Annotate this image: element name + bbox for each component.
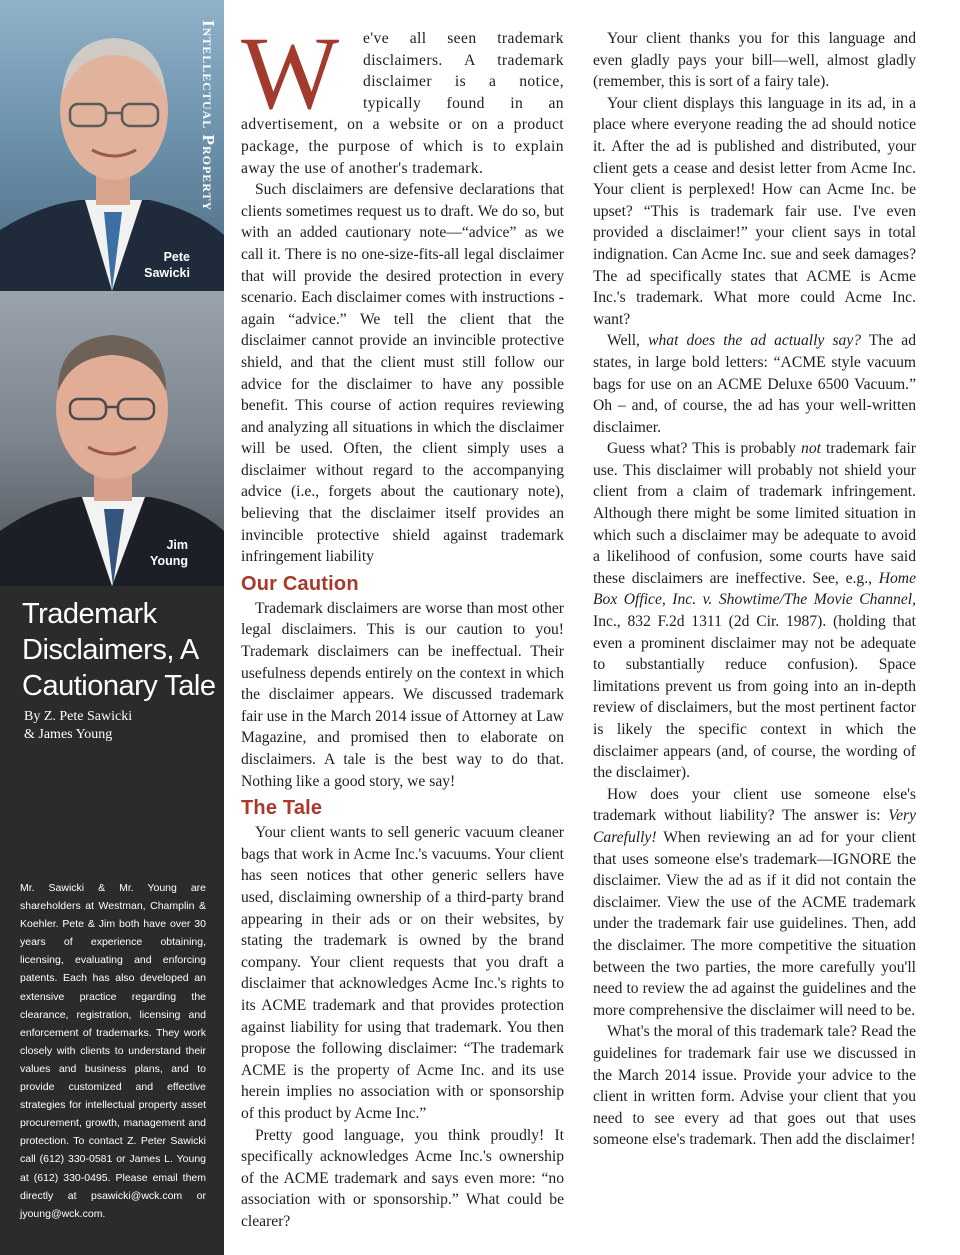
- article-paragraph: Trademark disclaimers are worse than most other legal disclaimers. This is our caution to you! Trademark disclaimers can be ineffectual. Their usefulness depends entirely on the context in which the disclaimer appears. We discussed trademark fair use in the March 2014 issue of Attorney at Law Magazine, and promised then to elaborate on disclaimers. A tale is the best way to do that. Nothing like a good story, we say!: [241, 599, 564, 790]
- text-run: Guess what? This is probably: [607, 440, 802, 458]
- photo-caption-jim: [150, 537, 188, 569]
- article-paragraph: [593, 784, 916, 1022]
- article-paragraph: What's the moral of this trademark tale? Read the guidelines for trademark fair use we discussed in the March 2014 issue. Provide your advice to the client in written form. Advise your client that you need to see every ad that goes out that uses someone else's trademark. Then add the disclaimer!: [593, 1023, 916, 1149]
- article-column-2: [593, 28, 916, 1151]
- article-paragraph: Your client displays this language in its ad, in a place where everyone reading the ad should notice it. After the ad is published and distributed, your client gets a cease and desist letter from Acme Inc. Your client is perplexed! How can Acme Inc. be upset? “This is trademark fair use. I've even provided a disclaimer!” your client says in total indignation. Can Acme Inc. sue and seek damages? The ad specifically states that ACME is Acme Inc.'s trademark. What more could Acme Inc. want?: [593, 94, 916, 328]
- author-photo-pete: [0, 0, 224, 291]
- photo-caption-pete: [144, 249, 190, 281]
- subhead-the-tale: The Tale: [241, 797, 323, 820]
- article-paragraph: [593, 438, 916, 784]
- text-run: When reviewing an ad for your client that uses someone else's trademark—IGNORE the disclaimer. View the ad as if it did not contain the disclaimer. View the use of the ACME trademark under the trademark fair use guidelines. Then, add the disclaimer. The more competitive the situation between the two parties, the more carefully you'll need to review the ad against the guidelines and the more comprehensive the disclaimer will need to be.: [593, 828, 916, 1019]
- subhead-our-caution: Our Caution: [241, 572, 359, 595]
- caption-last-name: Young: [150, 554, 188, 568]
- article-column-1: [241, 16, 564, 1232]
- byline-line: By Z. Pete Sawicki: [24, 709, 133, 724]
- article-paragraph: Pretty good language, you think proudly! It specifically acknowledges Acme Inc.'s ownership of the ACME trademark and says even more: “no association with or sponsorship.” What could be clearer?: [241, 1126, 564, 1230]
- text-run: The ad states, in large bold letters: “ACME style vacuum bags for use on an ACME Deluxe 6500 Vacuum.” Oh – and, of course, the ad has your well-written disclaimer.: [593, 332, 916, 436]
- text-run: trademark fair use. This disclaimer will probably not shield your client from a claim of trademark infringement. Although there might be some limited situation in which such a disclaimer may be adequate to avoid a likelihood of confusion, some courts have said these disclaimers are ineffective. See, e.g.,: [593, 440, 916, 587]
- caption-first-name: Pete: [163, 250, 190, 264]
- article-title: Trademark Disclaimers, A Cautionary Tale: [22, 598, 216, 702]
- article-paragraph: Your client wants to sell generic vacuum cleaner bags that work in Acme Inc.'s vacuums. Your client has seen notices that other generic sellers have used, disclaiming ownership of a third-party brand appearing in their ads or on their websites, by stating the trademark is owned by the brand company. Your client requests that you draft a disclaimer that acknowledges Acme Inc.'s rights to its ACME trademark and that provides protection against liability for using that trademark. You then propose the following disclaimer: “The trademark ACME is the property of Acme Inc. and its use herein implies no association with or sponsorship of this product by Acme Inc.”: [241, 824, 564, 1122]
- author-bio: Mr. Sawicki & Mr. Young are shareholders at Westman, Champlin & Koehler. Pete & Jim both have over 30 years of experience obtaining, licensing, evaluating and enforcing patents. Each has also developed an extensive practice regarding the clearance, registration, licensing and enforcement of trademarks. They work closely with clients to understand their values and business plans, and to provide customized and effective strategies for intellectual property asset procurement, growth, management and protection. To contact Z. Peter Sawicki call (612) 330-0581 or James L. Young at (612) 330-0495. Please email them directly at psawicki@wck.com or jyoung@wck.com.: [20, 882, 206, 1220]
- paragraph-text: e've all seen trademark disclaimers. A trademark disclaimer is a notice, typically found in an advertisement, on a website or on a product package, the purpose of which is to explain away the use of another's trademark.: [241, 30, 564, 177]
- author-photo-jim: [0, 291, 224, 586]
- drop-cap: W: [241, 16, 340, 131]
- caption-last-name: Sawicki: [144, 266, 190, 280]
- emphasis-text: Very Carefully!: [593, 807, 916, 846]
- caption-first-name: Jim: [166, 538, 188, 552]
- portrait-illustration: [0, 0, 224, 291]
- author-sidebar: [0, 0, 224, 1255]
- article-paragraph: [241, 16, 564, 179]
- article-byline: [24, 708, 214, 744]
- text-run: , Inc., 832 F.2d 1311 (2d Cir. 1987). (holding that even a prominent disclaimer may not be adequate to substantially reduce confusion). Space limitations prevent us from going into an in-depth review of disclaimers, but the most pertinent factor is likely the specific context in which the disclaimer appears (and, of course, the wording of the disclaimer).: [593, 591, 916, 782]
- emphasis-text: what does the ad actually say?: [648, 332, 862, 350]
- case-citation: Home Box Office, Inc. v. Showtime/The Movie Channel: [593, 569, 916, 609]
- byline-line: & James Young: [24, 727, 113, 742]
- article-paragraph: Your client thanks you for this language and even gladly pays your bill—well, almost gladly (remember, this is sort of a fairy tale).: [593, 30, 916, 91]
- text-run: Well,: [607, 332, 649, 350]
- article-paragraph: Such disclaimers are defensive declarations that clients sometimes request us to draft. We do so, but with an added cautionary note—“advice” as we call it. There is no one-size-fits-all legal disclaimer that will provide the desired protection in every scenario. Each disclaimer comes with instructions - again “advice.” We tell the client that the disclaimer cannot provide an invincible protective shield, and that the client must still follow our advice for the disclaimer to have any possible benefit. This course of action requires reviewing and analyzing all situations in which the disclaimer will be used. Often, the client simply uses a disclaimer without regard to the accompanying advice (i.e., forgets about the cautionary note), believing that the disclaimer itself provides an invincible protective shield against trademark infringement liability: [241, 181, 564, 566]
- text-run: How does your client use someone else's trademark without liability? The answer is:: [593, 785, 916, 825]
- section-label: Intellectual Property: [199, 20, 218, 212]
- emphasis-text: not: [801, 440, 821, 458]
- article-paragraph: [593, 330, 916, 438]
- portrait-illustration: [0, 291, 224, 586]
